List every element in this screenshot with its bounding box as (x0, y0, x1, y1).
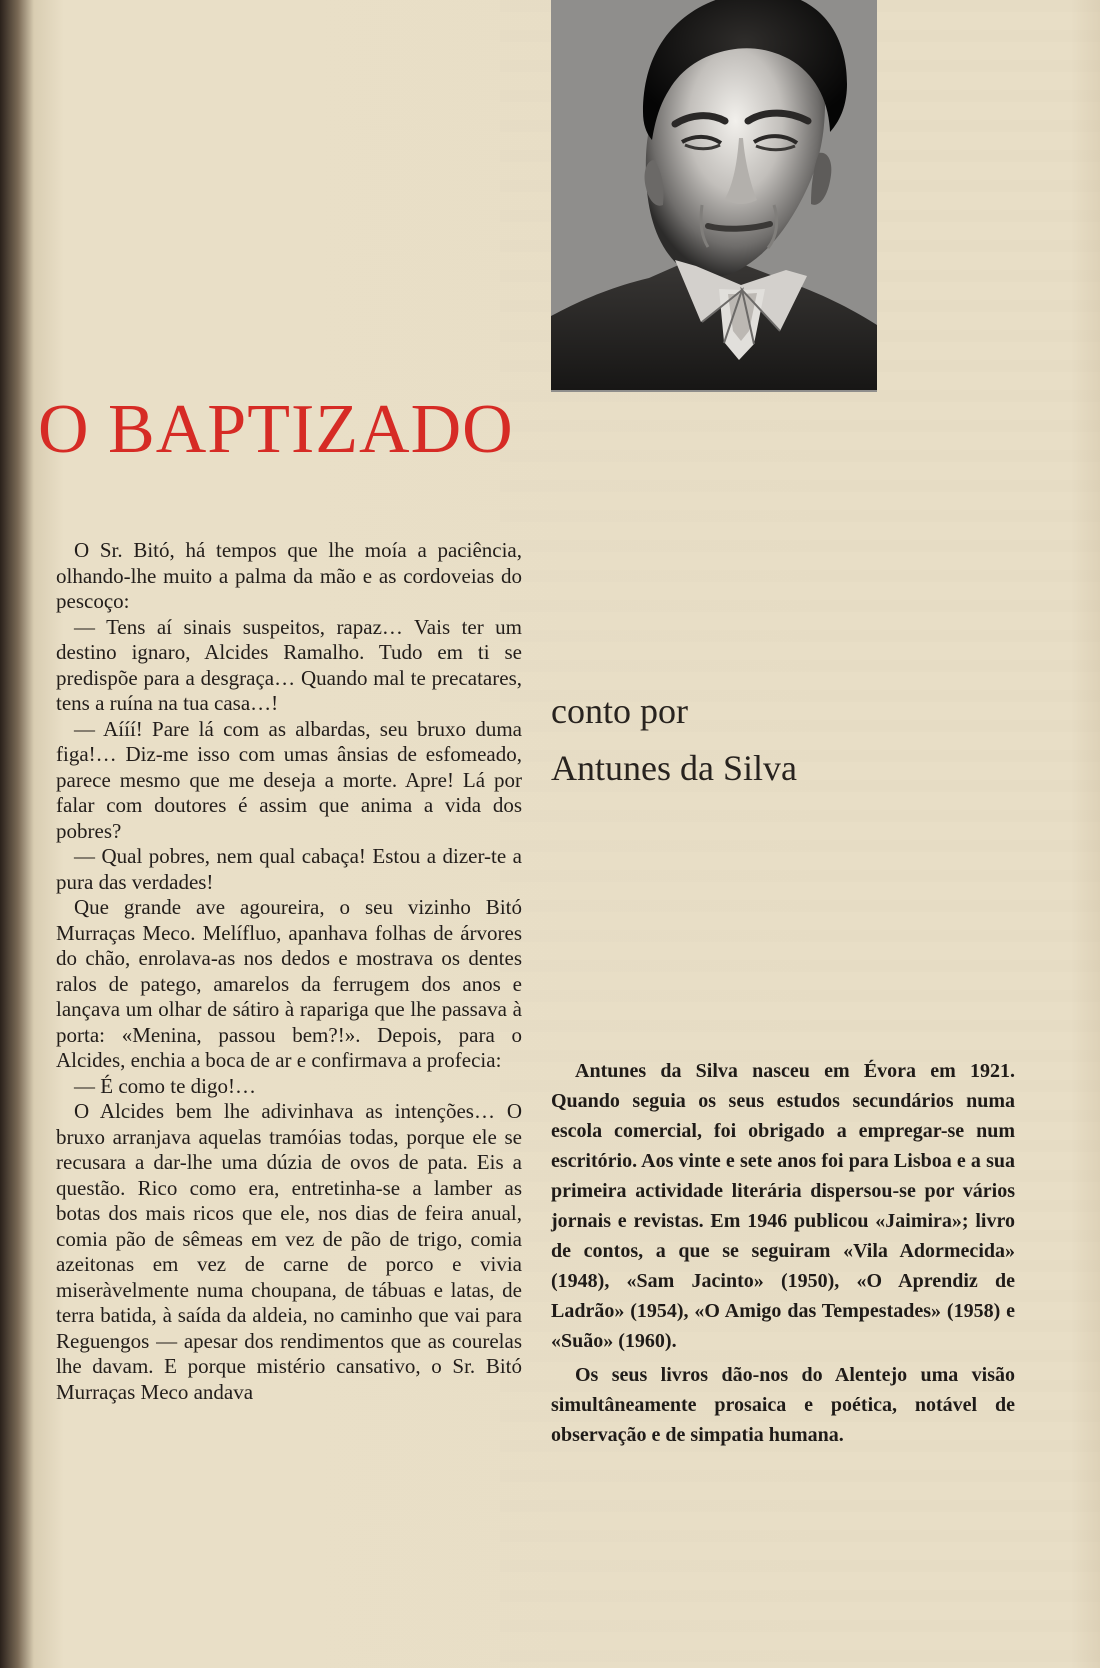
story-column (56, 538, 522, 1405)
story-paragraph: — Qual pobres, nem qual cabaça! Estou a dizer-te a pura das verdades! (56, 844, 522, 894)
story-paragraph: O Sr. Bitó, há tempos que lhe moía a paciência, olhando-lhe muito a palma da mão e as cordoveias do pescoço: (56, 538, 522, 613)
story-paragraph: Que grande ave agoureira, o seu vizinho Bitó Murraças Meco. Melífluo, apanhava folhas de árvores do chão, enrolava-as nos dedos e mostrava os dentes ralos de patego, amarelos da ferrugem dos anos e lançava um olhar de sátiro à rapariga que lhe passava à porta: «Menina, passou bem?!». Depois, para o Alcides, enchia a boca de ar e confirmava a profecia: (56, 895, 522, 1072)
story-paragraph: — É como te digo!… (74, 1073, 256, 1098)
byline-line-1: conto por (551, 691, 688, 731)
author-portrait-icon (551, 0, 877, 392)
byline-line-2: Antunes da Silva (551, 748, 797, 788)
story-title: O BAPTIZADO (38, 391, 514, 468)
story-paragraph: — Tens aí sinais suspeitos, rapaz… Vais ter um destino ignaro, Alcides Ramalho. Tudo em ti se predispõe para a desgraça… Quando mal te precatares, tens a ruína na tua casa…! (56, 614, 522, 715)
story-byline (551, 683, 951, 797)
author-photo (551, 0, 877, 392)
story-paragraph: O Alcides bem lhe adivinhava as intenções… O bruxo arranjava aquelas tramóias todas, porque ele se recusara a dar-lhe uma dúzia de ovos de pata. Eis a questão. Rico como era, entretinha-se a lamber as botas dos mais ricos que ele, nos dias de feira anual, comia pão de sêmeas em vez de pão de trigo, comia azeitonas em vez de carne de porco e vivia miseràvelmente numa choupana, de tábuas e latas, de terra batida, à saída da aldeia, no caminho que vai para Reguengos — apesar dos rendimentos que as courelas lhe davam. E porque mistério cansativo, o Sr. Bitó Murraças Meco andava (56, 1099, 522, 1404)
bio-paragraph: Antunes da Silva nasceu em Évora em 1921. Quando seguia os seus estudos secundários numa escola comercial, foi obrigado a empregar-se num escritório. Aos vinte e sete anos foi para Lisboa e a sua primeira actividade literária dispersou-se por vários jornais e revistas. Em 1946 publicou «Jaimira»; livro de contos, a que se seguiram «Vila Adormecida» (1948), «Sam Jacinto» (1950), «O Aprendiz de Ladrão» (1954), «O Amigo das Tempestades» (1958) e «Suão» (1960). (551, 1060, 1015, 1352)
bio-paragraph: Os seus livros dão-nos do Alentejo uma visão simultâneamente prosaica e poética, notável de observação e de simpatia humana. (551, 1364, 1015, 1446)
author-bio (551, 1056, 1015, 1450)
story-paragraph: — Aííí! Pare lá com as albardas, seu bruxo duma figa!… Diz-me isso com umas ânsias de esfomeado, parece mesmo que me deseja a morte. Apre! Lá por falar com doutores é assim que anima a vida dos pobres? (56, 716, 522, 843)
